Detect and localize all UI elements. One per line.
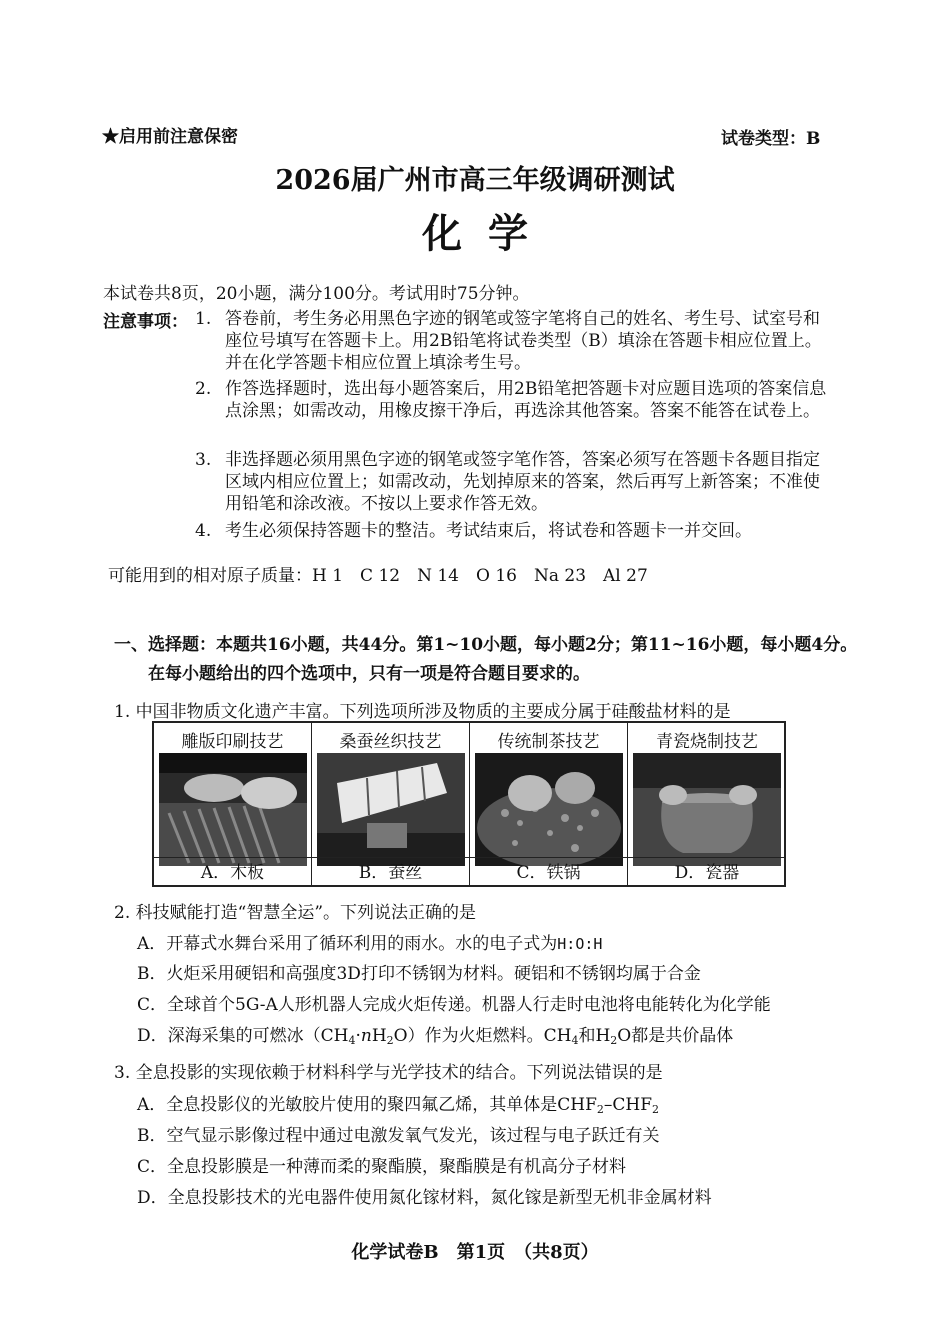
question-number: 3. — [114, 1063, 131, 1083]
option-label: A．木板 — [154, 857, 311, 888]
question-stem: 中国非物质文化遗产丰富。下列选项所涉及物质的主要成分属于硅酸盐材料的是 — [135, 702, 731, 722]
column-caption: 传统制茶技艺 — [497, 732, 600, 752]
notice-number: 2. — [195, 379, 212, 399]
notice-item-1 — [195, 308, 835, 374]
question-number: 1. — [114, 702, 131, 722]
notice-text: 非选择题必须用黑色字迹的钢笔或签字笔作答，答案必须写在答题卡各题目指定区域内相应位置上；如需改动，先划掉原来的答案，然后再写上新答案；不准使用铅笔和涂改液。不按以上要求作答无效。 — [225, 450, 820, 514]
subscript: 4 — [348, 1034, 356, 1047]
electron-formula: H:O:H — [557, 935, 603, 953]
notice-item-2 — [195, 378, 835, 422]
option-label: C．铁锅 — [470, 857, 627, 888]
question-2 — [114, 898, 476, 923]
tea-making-photo — [475, 753, 623, 866]
exam-title: 2026届广州市高三年级调研测试 — [275, 165, 675, 196]
notice-number: 4. — [195, 521, 212, 541]
option-text: A．全息投影仪的光敏胶片使用的聚四氟乙烯，其单体是CHF — [137, 1095, 597, 1115]
formula-text: 和H — [578, 1026, 611, 1046]
question-number: 2. — [114, 903, 131, 923]
notice-text: 作答选择题时，选出每小题答案后，用2B铅笔把答题卡对应题目选项的答案信息点涂黑；如需改动，用橡皮擦干净后，再选涂其他答案。答案不能答在试卷上。 — [225, 379, 827, 421]
notice-item-4 — [195, 520, 835, 542]
option-letter: D． — [137, 1026, 168, 1046]
exam-intro: 本试卷共8页，20小题，满分100分。考试用时75分钟。 — [103, 284, 530, 304]
page-footer: 化学试卷B 第1页 （共8页） — [351, 1242, 599, 1263]
question-stem: 科技赋能打造“智慧全运”。下列说法正确的是 — [135, 903, 477, 923]
column-caption: 桑蚕丝织技艺 — [339, 732, 442, 752]
woodblock-printing-photo — [159, 753, 307, 866]
formula-text: H — [371, 1026, 387, 1046]
formula-text: O都是共价晶体 — [617, 1026, 734, 1046]
q2-option-c: C．全球首个5G-A人形机器人完成火炬传递。机器人行走时电池将电能转化为化学能 — [137, 995, 771, 1015]
subscript: 2 — [386, 1034, 394, 1047]
confidential-notice: ★启用前注意保密 — [102, 127, 238, 147]
question-1 — [114, 697, 731, 722]
formula-text: · — [355, 1026, 361, 1046]
notice-number: 3. — [195, 450, 212, 470]
subscript: 2 — [652, 1103, 660, 1116]
celadon-pottery-photo — [633, 753, 781, 866]
question-1-picture-table — [152, 721, 786, 887]
formula-variable: n — [360, 1026, 372, 1046]
subscript: 2 — [596, 1103, 604, 1116]
option-column-b[interactable] — [312, 723, 470, 885]
subscript: 2 — [610, 1034, 618, 1047]
notice-text: 答卷前，考生务必用黑色字迹的钢笔或签字笔将自己的姓名、考生号、试室号和座位号填写在答题卡上。用2B铅笔将试卷类型（B）填涂在答题卡相应位置上。并在化学答题卡相应位置上填涂考生号。 — [225, 309, 822, 373]
q2-option-d — [137, 1021, 733, 1046]
option-column-c[interactable] — [470, 723, 628, 885]
q2-option-a — [137, 929, 602, 954]
q3-option-d: D．全息投影技术的光电器件使用氮化镓材料，氮化镓是新型无机非金属材料 — [137, 1188, 712, 1208]
option-text: 开幕式水舞台采用了循环利用的雨水。水的电子式为 — [166, 934, 558, 954]
section-heading: 一、选择题：本题共16小题，共44分。第1~10小题，每小题2分；第11~16小题，每小题4分。 — [114, 635, 858, 655]
q3-option-a — [137, 1090, 659, 1115]
formula-text: O）作为火炬燃料。CH — [393, 1026, 572, 1046]
formula-text: –CHF — [603, 1095, 653, 1115]
formula-text: 深海采集的可燃冰（CH — [167, 1026, 349, 1046]
column-caption: 青瓷烧制技艺 — [656, 732, 758, 752]
subject-title: 化学 — [422, 210, 554, 257]
notice-label: 注意事项： — [103, 312, 188, 332]
atomic-masses: 可能用到的相对原子质量：H 1 C 12 N 14 O 16 Na 23 Al 27 — [108, 566, 648, 586]
silk-weaving-photo — [317, 753, 465, 866]
question-stem: 全息投影的实现依赖于材料科学与光学技术的结合。下列说法错误的是 — [135, 1063, 663, 1083]
option-letter: A． — [137, 934, 167, 954]
question-3 — [114, 1058, 663, 1083]
subscript: 4 — [571, 1034, 579, 1047]
q2-option-b: B．火炬采用硬铝和高强度3D打印不锈钢为材料。硬铝和不锈钢均属于合金 — [137, 964, 701, 984]
section-instruction: 在每小题给出的四个选项中，只有一项是符合题目要求的。 — [148, 664, 590, 684]
q3-option-c: C．全息投影膜是一种薄而柔的聚酯膜，聚酯膜是有机高分子材料 — [137, 1157, 627, 1177]
option-column-d[interactable] — [628, 723, 786, 885]
column-caption: 雕版印刷技艺 — [181, 732, 284, 752]
notice-number: 1. — [195, 309, 212, 329]
notice-item-3 — [195, 449, 835, 515]
option-label: D．瓷器 — [628, 857, 786, 888]
notice-text: 考生必须保持答题卡的整洁。考试结束后，将试卷和答题卡一并交回。 — [225, 521, 752, 541]
option-column-a[interactable] — [154, 723, 312, 885]
paper-type: 试卷类型：B — [721, 129, 821, 149]
q3-option-b: B．空气显示影像过程中通过电激发氧气发光，该过程与电子跃迁有关 — [137, 1126, 660, 1146]
option-label: B．蚕丝 — [312, 857, 469, 888]
